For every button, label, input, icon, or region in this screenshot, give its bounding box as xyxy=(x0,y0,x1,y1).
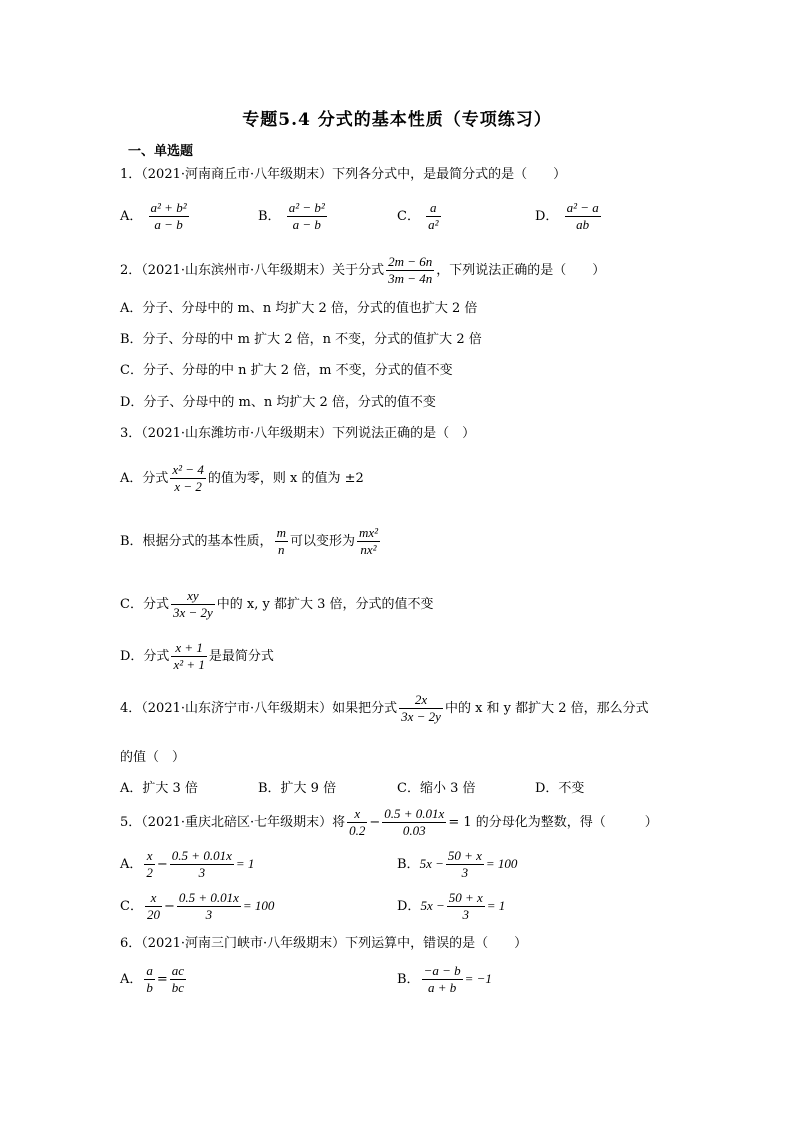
option-text: 的值为零，则 x 的值为 ±2 xyxy=(207,471,364,486)
option-text: 中的 x, y 都扩大 3 倍，分式的值不变 xyxy=(216,597,434,612)
fraction xyxy=(171,588,215,621)
expression: 5x − xyxy=(419,856,444,871)
option-text: 是最简分式 xyxy=(208,649,274,664)
question-3-option-b[interactable] xyxy=(120,525,382,558)
numerator: x + 1 xyxy=(171,640,206,657)
numerator: 2x xyxy=(399,692,443,709)
option-label: A． xyxy=(120,857,143,872)
operator: − xyxy=(156,857,168,872)
denominator: 3m − 4n xyxy=(388,271,433,286)
equation-rhs: = −1 xyxy=(464,971,492,986)
numerator: a² + b² xyxy=(150,200,187,215)
fraction xyxy=(144,963,155,996)
denominator: a² xyxy=(428,217,439,232)
fraction xyxy=(144,848,155,881)
stem-text: 中的 x 和 y 都扩大 2 倍，那么分式 xyxy=(444,701,649,716)
fraction xyxy=(447,890,485,923)
option-label: B． xyxy=(397,857,420,872)
expression: 5x − xyxy=(420,898,445,913)
option-label: B． xyxy=(258,209,281,224)
question-6-stem: 6．（2021·河南三门峡市·八年级期末）下列运算中，错误的是（ ） xyxy=(120,936,528,951)
fraction xyxy=(386,254,434,287)
stem-text: 2．（2021·山东滨州市·八年级期末）关于分式 xyxy=(120,263,385,278)
question-3-stem: 3．（2021·山东潍坊市·八年级期末）下列说法正确的是（ ） xyxy=(120,426,476,441)
fraction xyxy=(275,525,288,558)
question-4-option-a[interactable]: A．扩大 3 倍 xyxy=(120,781,198,796)
fraction xyxy=(426,200,440,233)
numerator: xy xyxy=(171,588,215,605)
question-5-option-d[interactable] xyxy=(397,890,505,923)
equation-rhs: = 100 xyxy=(242,898,275,913)
fraction xyxy=(170,963,186,996)
option-text: A．分式 xyxy=(120,471,169,486)
denominator: a + b xyxy=(427,980,457,995)
denominator: bc xyxy=(171,980,185,995)
denominator: 3 xyxy=(205,907,213,922)
option-label: B． xyxy=(397,972,420,987)
numerator: m xyxy=(276,525,286,540)
question-3-option-c[interactable] xyxy=(120,588,434,621)
denominator: ab xyxy=(576,217,590,232)
question-1-stem: 1．（2021·河南商丘市·八年级期末）下列各分式中，是最简分式的是（ ） xyxy=(120,167,567,182)
numerator: 0.5 + 0.01x xyxy=(171,848,232,863)
option-label: D． xyxy=(397,899,421,914)
section-heading: 一、单选题 xyxy=(128,144,194,159)
denominator: a − b xyxy=(154,217,183,232)
denominator: 3 xyxy=(461,865,469,880)
fraction xyxy=(177,890,241,923)
denominator: nx² xyxy=(360,542,377,557)
page-title: 专题5.4 分式的基本性质（专项练习） xyxy=(242,110,552,130)
question-4-stem xyxy=(120,692,649,725)
numerator: 2m − 6n xyxy=(388,254,433,269)
fraction xyxy=(446,848,484,881)
option-label: A． xyxy=(120,209,143,224)
fraction xyxy=(357,525,380,558)
fraction xyxy=(170,462,205,495)
fraction xyxy=(382,806,446,839)
stem-text: ，下列说法正确的是（ ） xyxy=(436,263,606,278)
numerator: x xyxy=(144,848,155,865)
question-5-stem xyxy=(120,806,658,839)
question-6-option-b[interactable] xyxy=(397,963,492,996)
operator: − xyxy=(163,899,175,914)
question-1-option-a[interactable] xyxy=(120,200,191,233)
denominator: x − 2 xyxy=(174,479,202,494)
denominator: 3 xyxy=(198,865,206,880)
fraction xyxy=(149,200,189,233)
question-4-option-b[interactable]: B．扩大 9 倍 xyxy=(258,781,337,796)
question-5-option-c[interactable] xyxy=(120,890,274,923)
operator: − xyxy=(369,815,381,830)
denominator: a − b xyxy=(292,217,321,232)
question-5-option-a[interactable] xyxy=(120,848,254,881)
fraction xyxy=(170,848,234,881)
denominator: n xyxy=(278,542,285,557)
numerator: x xyxy=(347,806,367,823)
fraction xyxy=(287,200,327,233)
fraction xyxy=(347,806,367,839)
numerator: a² − b² xyxy=(288,200,325,215)
numerator: mx² xyxy=(358,525,379,540)
denominator: 0.2 xyxy=(349,823,366,838)
numerator: 50 + x xyxy=(447,848,482,863)
question-2-stem xyxy=(120,254,605,287)
question-1-option-b[interactable] xyxy=(258,200,329,233)
question-6-option-a[interactable] xyxy=(120,963,188,996)
numerator: 0.5 + 0.01x xyxy=(384,806,445,821)
question-2-option-b[interactable]: B．分子、分母的中 m 扩大 2 倍，n 不变，分式的值扩大 2 倍 xyxy=(120,332,482,347)
equation-rhs: = 1 xyxy=(235,856,255,871)
option-label: C． xyxy=(397,209,420,224)
option-text: D．分式 xyxy=(120,649,170,664)
numerator: a² − a xyxy=(566,200,599,215)
numerator: 50 + x xyxy=(448,890,483,905)
numerator: 0.5 + 0.01x xyxy=(178,890,239,905)
stem-text: 4．（2021·山东济宁市·八年级期末）如果把分式 xyxy=(120,701,398,716)
numerator: x² − 4 xyxy=(172,462,204,477)
denominator: 3x − 2y xyxy=(401,709,441,724)
option-text: 可以变形为 xyxy=(289,534,355,549)
question-3-option-a[interactable] xyxy=(120,462,364,495)
numerator: −a − b xyxy=(423,963,461,978)
equation-rhs: = 100 xyxy=(485,856,518,871)
stem-text: 5．（2021·重庆北碚区·七年级期末）将 xyxy=(120,815,346,830)
numerator: a xyxy=(146,963,153,978)
numerator: x xyxy=(145,890,162,907)
question-5-option-b[interactable] xyxy=(397,848,517,881)
question-4-option-d[interactable]: D．不变 xyxy=(535,781,585,796)
question-3-option-d[interactable] xyxy=(120,640,274,673)
denominator: 3x − 2y xyxy=(172,605,213,620)
operator: = xyxy=(156,972,168,987)
equation-rhs: = 1 xyxy=(486,898,506,913)
fraction xyxy=(399,692,443,725)
option-text: C．分式 xyxy=(120,597,169,612)
fraction xyxy=(422,963,463,996)
question-2-option-a[interactable]: A．分子、分母中的 m、n 均扩大 2 倍，分式的值也扩大 2 倍 xyxy=(120,301,478,316)
stem-text: = 1 的分母化为整数，得（ ） xyxy=(448,815,658,830)
option-label: C． xyxy=(120,899,143,914)
question-4-stem-cont: 的值（ ） xyxy=(120,750,186,765)
question-1-option-d[interactable] xyxy=(535,200,603,233)
numerator: ac xyxy=(171,963,185,978)
denominator: 20 xyxy=(146,907,160,922)
option-label: A． xyxy=(120,972,143,987)
fraction xyxy=(171,640,206,673)
question-2-option-c[interactable]: C．分子、分母的中 n 扩大 2 倍，m 不变，分式的值不变 xyxy=(120,363,453,378)
option-text: B．根据分式的基本性质， xyxy=(120,534,273,549)
question-1-option-c[interactable] xyxy=(397,200,443,233)
denominator: 3 xyxy=(462,907,469,922)
option-label: D． xyxy=(535,209,559,224)
denominator: x² + 1 xyxy=(173,657,205,672)
denominator: b xyxy=(146,980,153,995)
fraction xyxy=(565,200,601,233)
question-2-option-d[interactable]: D．分子、分母中的 m、n 均扩大 2 倍，分式的值不变 xyxy=(120,395,436,410)
denominator: 2 xyxy=(146,865,153,880)
fraction xyxy=(145,890,162,923)
question-4-option-c[interactable]: C．缩小 3 倍 xyxy=(397,781,476,796)
numerator: a xyxy=(426,200,440,217)
denominator: 0.03 xyxy=(402,823,426,838)
